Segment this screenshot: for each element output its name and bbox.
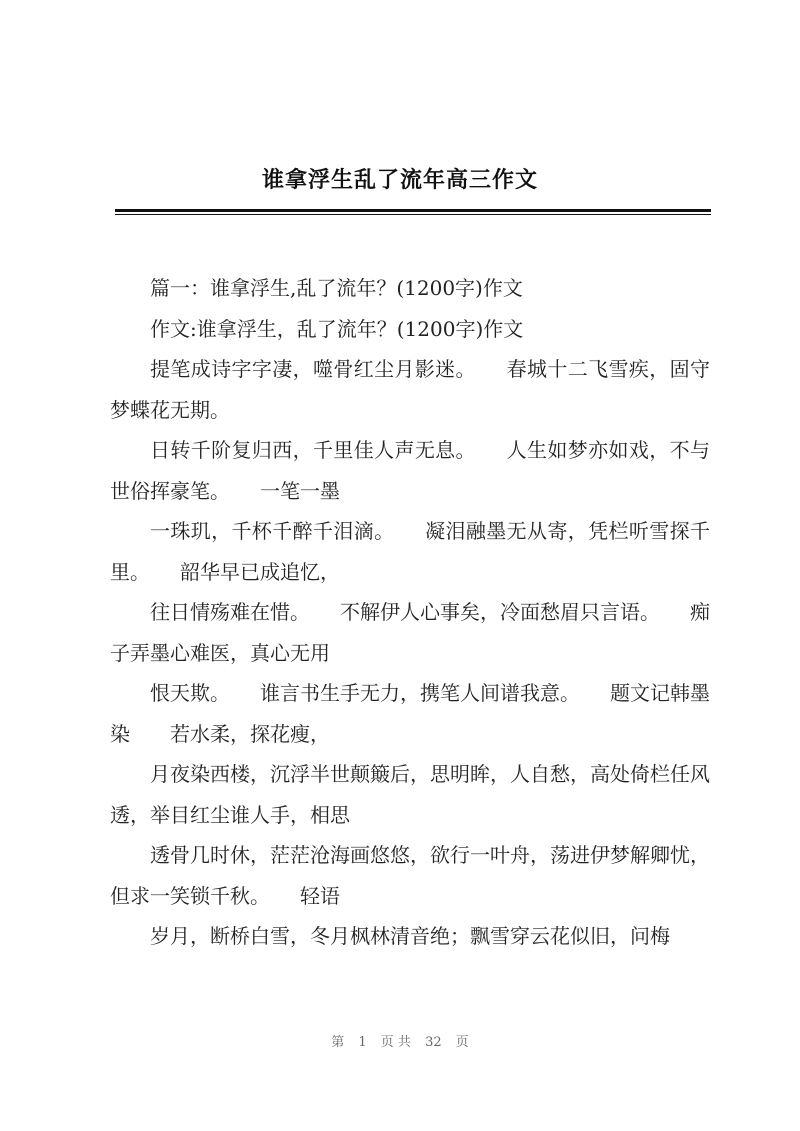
footer-label-of: 页 共 [380, 1035, 411, 1050]
document-title: 谁拿浮生乱了流年高三作文 [261, 167, 538, 193]
paragraph: 一珠玑，千杯千醉千泪滴。 凝泪融墨无从寄，凭栏听雪探千里。 韶华早已成追忆， [110, 519, 710, 584]
paragraph: 透骨几时休，茫茫沧海画悠悠，欲行一叶舟，荡进伊梦解卿忧，但求一笑锁千秋。 轻语 [110, 843, 710, 908]
footer-label-page: 第 [331, 1035, 345, 1050]
paragraph: 篇一：谁拿浮生,乱了流年？(1200字)作文 [150, 276, 523, 300]
paragraph: 月夜染西楼，沉浮半世颠簸后，思明眸，人自愁，高处倚栏任风透，举目红尘谁人手，相思 [110, 762, 710, 827]
footer-current-page: 1 [358, 1035, 367, 1050]
title-divider-thin [115, 214, 711, 215]
page-footer [0, 1031, 800, 1050]
paragraph: 作文:谁拿浮生，乱了流年？(1200字)作文 [150, 316, 524, 341]
paragraph: 提笔成诗字字凄，噬骨红尘月影迷。 春城十二飞雪疾，固守梦蝶花无期。 [110, 357, 710, 422]
footer-label-pages: 页 [455, 1035, 469, 1050]
paragraph: 往日情殇难在惜。 不解伊人心事矣，冷面愁眉只言语。 痴子弄墨心难医，真心无用 [110, 600, 710, 665]
paragraph: 恨天欺。 谁言书生手无力，携笔人间谱我意。 题文记韩墨染 若水柔，探花瘦， [110, 681, 710, 746]
footer-total-pages: 32 [425, 1035, 442, 1050]
paragraph: 岁月，断桥白雪，冬月枫林清音绝；飘雪穿云花似旧，问梅 [150, 924, 670, 948]
document-body [110, 268, 710, 957]
title-divider [115, 209, 711, 212]
paragraph: 日转千阶复归西，千里佳人声无息。 人生如梦亦如戏，不与世俗挥豪笔。 一笔一墨 [110, 438, 710, 503]
